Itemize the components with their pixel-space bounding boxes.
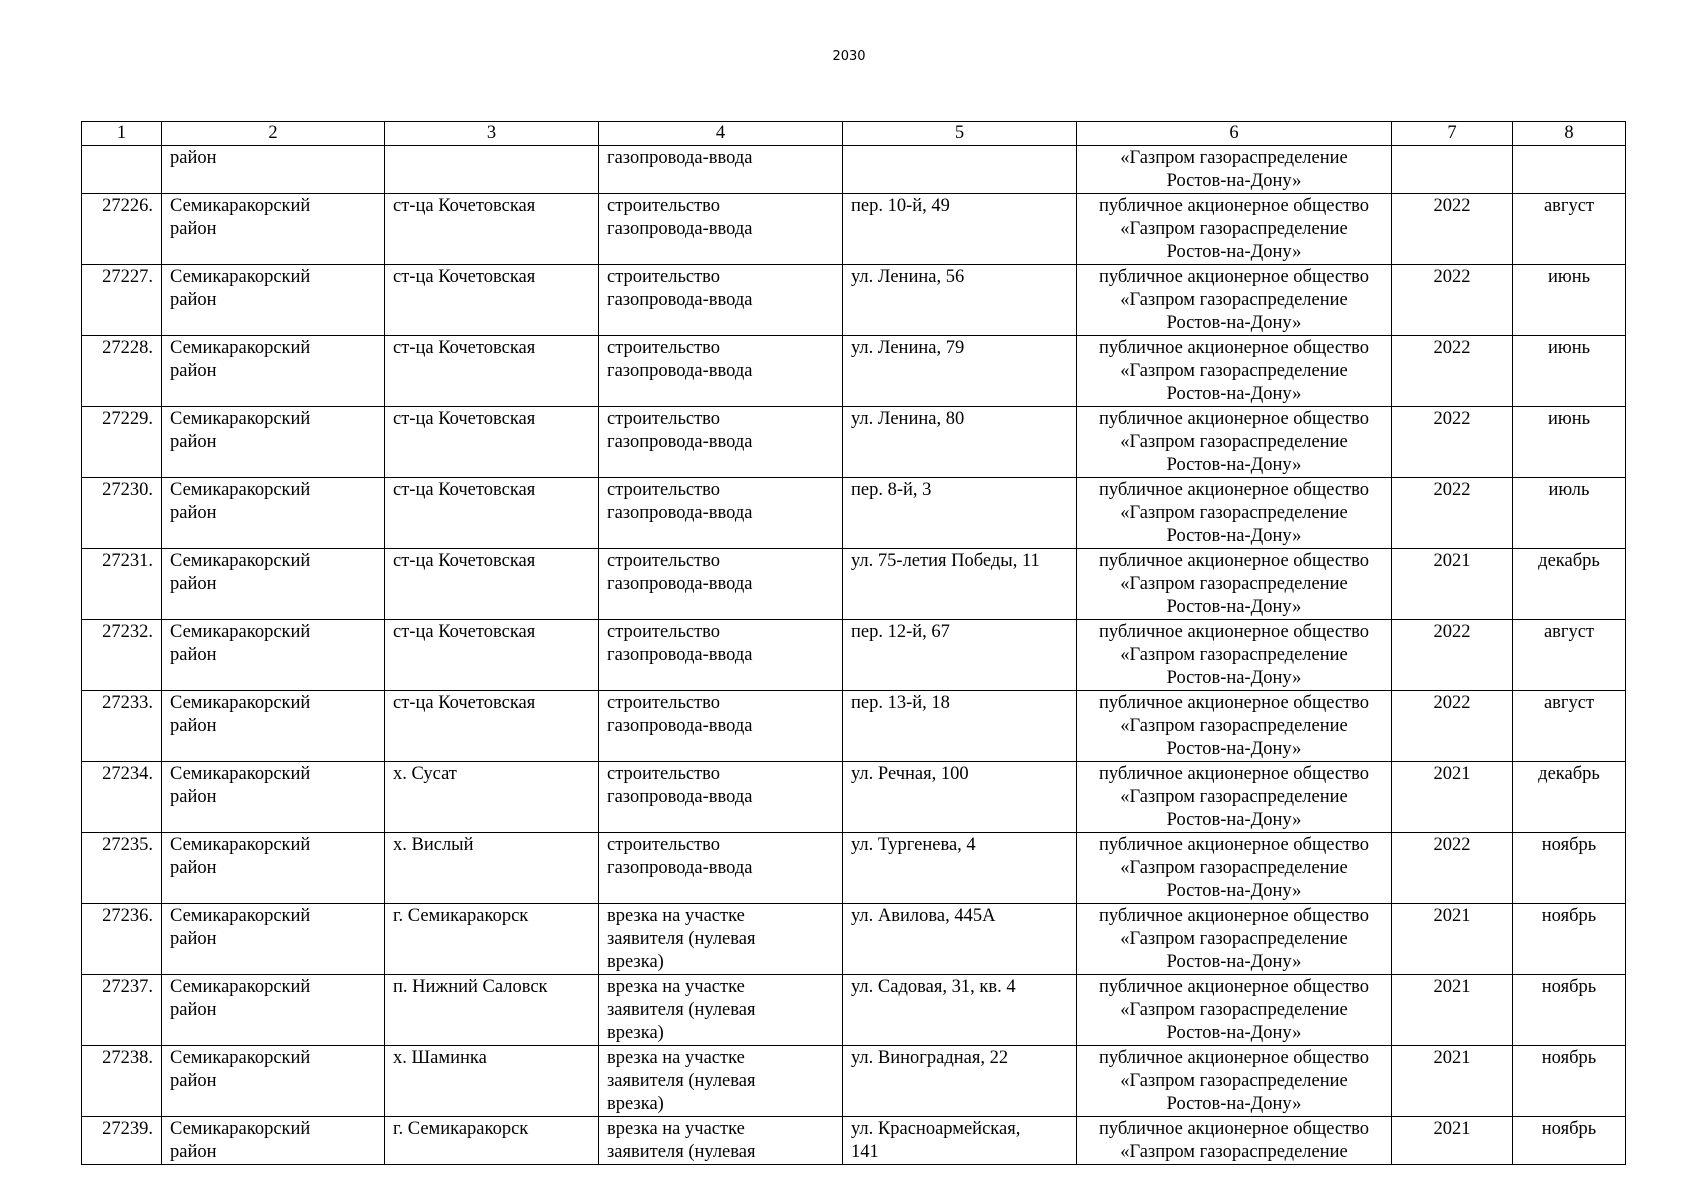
column-header: 8 xyxy=(1513,122,1626,146)
cell-settlement: ст-ца Кочетовская xyxy=(385,407,599,478)
cell-work: врезка на участке заявителя (нулевая врезка) xyxy=(599,904,843,975)
cell-year xyxy=(1392,146,1513,194)
cell-year: 2021 xyxy=(1392,904,1513,975)
cell-organization: публичное акционерное общество «Газпром газораспределение Ростов-на-Дону» xyxy=(1077,691,1392,762)
cell-number xyxy=(82,146,162,194)
cell-district: район xyxy=(162,146,385,194)
column-header: 4 xyxy=(599,122,843,146)
table-row xyxy=(82,478,1626,549)
cell-number: 27234. xyxy=(82,762,162,833)
cell-settlement: ст-ца Кочетовская xyxy=(385,549,599,620)
cell-district: Семикаракорский район xyxy=(162,833,385,904)
cell-district: Семикаракорский район xyxy=(162,194,385,265)
cell-district: Семикаракорский район xyxy=(162,478,385,549)
cell-month: ноябрь xyxy=(1513,833,1626,904)
cell-month: август xyxy=(1513,620,1626,691)
cell-settlement: п. Нижний Саловск xyxy=(385,975,599,1046)
cell-settlement: ст-ца Кочетовская xyxy=(385,620,599,691)
cell-district: Семикаракорский район xyxy=(162,620,385,691)
column-header: 2 xyxy=(162,122,385,146)
cell-organization: публичное акционерное общество «Газпром газораспределение Ростов-на-Дону» xyxy=(1077,549,1392,620)
cell-year: 2022 xyxy=(1392,620,1513,691)
cell-number: 27238. xyxy=(82,1046,162,1117)
cell-month: ноябрь xyxy=(1513,1117,1626,1165)
cell-district: Семикаракорский район xyxy=(162,1117,385,1165)
cell-district: Семикаракорский район xyxy=(162,904,385,975)
cell-organization: публичное акционерное общество «Газпром газораспределение Ростов-на-Дону» xyxy=(1077,833,1392,904)
cell-address: ул. Красноармейская, 141 xyxy=(843,1117,1077,1165)
cell-address: ул. Ленина, 79 xyxy=(843,336,1077,407)
cell-number: 27226. xyxy=(82,194,162,265)
table-row xyxy=(82,336,1626,407)
column-number-row xyxy=(82,122,1626,146)
cell-year: 2021 xyxy=(1392,1046,1513,1117)
cell-month: ноябрь xyxy=(1513,1046,1626,1117)
table-row xyxy=(82,904,1626,975)
cell-organization: публичное акционерное общество «Газпром газораспределение Ростов-на-Дону» xyxy=(1077,762,1392,833)
cell-number: 27228. xyxy=(82,336,162,407)
cell-address: пер. 8-й, 3 xyxy=(843,478,1077,549)
table-row xyxy=(82,407,1626,478)
cell-number: 27229. xyxy=(82,407,162,478)
cell-organization: публичное акционерное общество «Газпром газораспределение Ростов-на-Дону» xyxy=(1077,478,1392,549)
cell-settlement xyxy=(385,146,599,194)
cell-work: строительство газопровода-ввода xyxy=(599,762,843,833)
column-header: 7 xyxy=(1392,122,1513,146)
cell-address: ул. Речная, 100 xyxy=(843,762,1077,833)
cell-number: 27233. xyxy=(82,691,162,762)
table-row xyxy=(82,1046,1626,1117)
cell-number: 27231. xyxy=(82,549,162,620)
cell-work: врезка на участке заявителя (нулевая врезка) xyxy=(599,1046,843,1117)
cell-organization: публичное акционерное общество «Газпром газораспределение Ростов-на-Дону» xyxy=(1077,265,1392,336)
cell-address: пер. 10-й, 49 xyxy=(843,194,1077,265)
table-row xyxy=(82,975,1626,1046)
cell-number: 27237. xyxy=(82,975,162,1046)
table-row xyxy=(82,691,1626,762)
cell-work: строительство газопровода-ввода xyxy=(599,407,843,478)
cell-month xyxy=(1513,146,1626,194)
cell-year: 2021 xyxy=(1392,975,1513,1046)
cell-settlement: ст-ца Кочетовская xyxy=(385,691,599,762)
cell-number: 27235. xyxy=(82,833,162,904)
cell-work: строительство газопровода-ввода xyxy=(599,549,843,620)
cell-address: ул. Ленина, 56 xyxy=(843,265,1077,336)
cell-work: строительство газопровода-ввода xyxy=(599,833,843,904)
cell-organization: публичное акционерное общество «Газпром газораспределение Ростов-на-Дону» xyxy=(1077,904,1392,975)
page-number: 2030 xyxy=(832,49,866,64)
cell-year: 2022 xyxy=(1392,691,1513,762)
cell-address: ул. 75-летия Победы, 11 xyxy=(843,549,1077,620)
cell-month: декабрь xyxy=(1513,549,1626,620)
cell-work: врезка на участке заявителя (нулевая xyxy=(599,1117,843,1165)
cell-year: 2021 xyxy=(1392,1117,1513,1165)
cell-settlement: ст-ца Кочетовская xyxy=(385,265,599,336)
cell-work: газопровода-ввода xyxy=(599,146,843,194)
cell-organization: публичное акционерное общество «Газпром газораспределение xyxy=(1077,1117,1392,1165)
cell-year: 2022 xyxy=(1392,265,1513,336)
table-row xyxy=(82,194,1626,265)
cell-year: 2022 xyxy=(1392,194,1513,265)
cell-work: строительство газопровода-ввода xyxy=(599,478,843,549)
cell-month: июнь xyxy=(1513,265,1626,336)
cell-settlement: х. Вислый xyxy=(385,833,599,904)
cell-address: ул. Авилова, 445А xyxy=(843,904,1077,975)
cell-month: июль xyxy=(1513,478,1626,549)
table-row xyxy=(82,265,1626,336)
column-header: 6 xyxy=(1077,122,1392,146)
table-row xyxy=(82,762,1626,833)
cell-settlement: х. Шаминка xyxy=(385,1046,599,1117)
cell-work: строительство газопровода-ввода xyxy=(599,691,843,762)
cell-settlement: ст-ца Кочетовская xyxy=(385,478,599,549)
cell-district: Семикаракорский район xyxy=(162,975,385,1046)
column-header: 3 xyxy=(385,122,599,146)
cell-year: 2022 xyxy=(1392,336,1513,407)
cell-address: ул. Тургенева, 4 xyxy=(843,833,1077,904)
cell-month: август xyxy=(1513,691,1626,762)
cell-district: Семикаракорский район xyxy=(162,336,385,407)
cell-organization: публичное акционерное общество «Газпром газораспределение Ростов-на-Дону» xyxy=(1077,1046,1392,1117)
cell-number: 27232. xyxy=(82,620,162,691)
cell-year: 2022 xyxy=(1392,478,1513,549)
cell-work: врезка на участке заявителя (нулевая врезка) xyxy=(599,975,843,1046)
cell-district: Семикаракорский район xyxy=(162,762,385,833)
column-header: 5 xyxy=(843,122,1077,146)
cell-district: Семикаракорский район xyxy=(162,1046,385,1117)
cell-number: 27236. xyxy=(82,904,162,975)
registry-table xyxy=(81,121,1626,1165)
cell-organization: публичное акционерное общество «Газпром газораспределение Ростов-на-Дону» xyxy=(1077,407,1392,478)
cell-organization: публичное акционерное общество «Газпром газораспределение Ростов-на-Дону» xyxy=(1077,194,1392,265)
cell-number: 27230. xyxy=(82,478,162,549)
cell-address: ул. Ленина, 80 xyxy=(843,407,1077,478)
cell-address: ул. Садовая, 31, кв. 4 xyxy=(843,975,1077,1046)
cell-district: Семикаракорский район xyxy=(162,407,385,478)
cell-year: 2022 xyxy=(1392,833,1513,904)
cell-settlement: х. Сусат xyxy=(385,762,599,833)
cell-number: 27227. xyxy=(82,265,162,336)
cell-work: строительство газопровода-ввода xyxy=(599,265,843,336)
cell-month: июнь xyxy=(1513,336,1626,407)
cell-address xyxy=(843,146,1077,194)
cell-district: Семикаракорский район xyxy=(162,549,385,620)
cell-settlement: г. Семикаракорск xyxy=(385,904,599,975)
cell-address: пер. 12-й, 67 xyxy=(843,620,1077,691)
cell-month: ноябрь xyxy=(1513,975,1626,1046)
cell-month: декабрь xyxy=(1513,762,1626,833)
cell-month: июнь xyxy=(1513,407,1626,478)
table-row xyxy=(82,549,1626,620)
cell-settlement: г. Семикаракорск xyxy=(385,1117,599,1165)
cell-address: пер. 13-й, 18 xyxy=(843,691,1077,762)
cell-work: строительство газопровода-ввода xyxy=(599,194,843,265)
column-header: 1 xyxy=(82,122,162,146)
cell-year: 2021 xyxy=(1392,549,1513,620)
cell-work: строительство газопровода-ввода xyxy=(599,336,843,407)
table-row xyxy=(82,620,1626,691)
cell-organization: публичное акционерное общество «Газпром газораспределение Ростов-на-Дону» xyxy=(1077,336,1392,407)
cell-work: строительство газопровода-ввода xyxy=(599,620,843,691)
table-row-cut xyxy=(82,1117,1626,1165)
cell-year: 2021 xyxy=(1392,762,1513,833)
continued-row xyxy=(82,146,1626,194)
cell-number: 27239. xyxy=(82,1117,162,1165)
cell-month: август xyxy=(1513,194,1626,265)
cell-settlement: ст-ца Кочетовская xyxy=(385,194,599,265)
cell-district: Семикаракорский район xyxy=(162,265,385,336)
cell-year: 2022 xyxy=(1392,407,1513,478)
cell-organization: «Газпром газораспределение Ростов-на-Дону» xyxy=(1077,146,1392,194)
cell-month: ноябрь xyxy=(1513,904,1626,975)
table-row xyxy=(82,833,1626,904)
cell-organization: публичное акционерное общество «Газпром газораспределение Ростов-на-Дону» xyxy=(1077,620,1392,691)
cell-address: ул. Виноградная, 22 xyxy=(843,1046,1077,1117)
cell-district: Семикаракорский район xyxy=(162,691,385,762)
cell-settlement: ст-ца Кочетовская xyxy=(385,336,599,407)
cell-organization: публичное акционерное общество «Газпром газораспределение Ростов-на-Дону» xyxy=(1077,975,1392,1046)
